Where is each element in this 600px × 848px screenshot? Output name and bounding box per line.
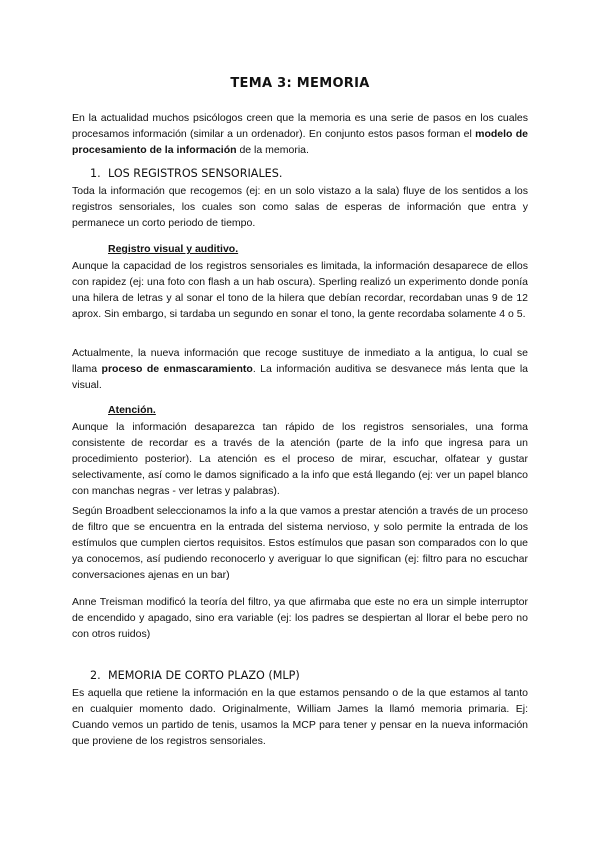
intro-bold-term: modelo de procesamiento de la información [72,128,528,156]
registro-paragraph-2-text: Actualmente, la nueva información que recoge sustituye de inmediato a la antigua, lo cual se llama [72,347,528,375]
enmascaramiento-bold-term: proceso de enmascaramiento [101,363,253,375]
page-title: TEMA 3: MEMORIA [230,76,370,91]
registro-paragraph-2 [72,345,528,393]
section-1-title: LOS REGISTROS SENSORIALES. [108,167,283,180]
section-2-title: MEMORIA DE CORTO PLAZO (MLP) [108,669,300,682]
atencion-paragraph-2: Según Broadbent seleccionamos la info a la que vamos a prestar atención a través de un proceso de filtro que se encuentra en la entrada del sistema nervioso, y solo permite la entrada de los estímulos que cumplen ciertos requisitos. Estos estímulos que pasan son comparados con lo que ya conocemos, así pudiendo reconocerlo y averiguar lo que significan (ej: filtro para no escuchar conversaciones ajenas en un bar) [72,505,528,581]
section-1-heading [90,167,282,180]
section-2-number: 2. [90,669,101,682]
registro-paragraph-2-end: . La información auditiva se desvanece más lenta que la visual. [72,363,528,391]
atencion-paragraph-1: Aunque la información desaparezca tan rápido de los registros sensoriales, una forma consistente de recordar es a través de la atención (parte de la info que ingresa para un procedimiento posterior). La atención es el proceso de mirar, escuchar, olfatear y gustar selectivamente, así como le damos significado a la info que está llegando (ej: ver un papel blanco con manchas negras - ver letras y palabras). [72,421,528,497]
section-1-number: 1. [90,167,101,180]
subsection-atencion-heading: Atención. [108,404,156,416]
intro-text-end: de la memoria. [236,144,309,156]
intro-paragraph [72,110,528,158]
registro-paragraph-1: Aunque la capacidad de los registros sensoriales es limitada, la información desaparece de ellos con rapidez (ej: una foto con flash a un hab oscura). Sperling realizó un experimento donde ponía una hilera de letras y al sonar el tono de la hilera que debían recordar, recordaban unas 9 de 12 aprox. Sin embargo, si tardaba un segundo en sonar el tono, la gente recordaba solamente 4 o 5. [72,260,528,320]
section-1-paragraph: Toda la información que recogemos (ej: en un solo vistazo a la sala) fluye de los sentidos a los registros sensoriales, los cuales son como salas de esperas de información que entra y permanece un corto periodo de tiempo. [72,185,528,229]
subsection-registro-heading: Registro visual y auditivo. [108,243,239,255]
atencion-paragraph-3: Anne Treisman modificó la teoría del filtro, ya que afirmaba que este no era un simple interruptor de encendido y apagado, sino era variable (ej: los padres se despiertan al llorar el bebe pero no con otros ruidos) [72,596,528,640]
section-2-paragraph: Es aquella que retiene la información en la que estamos pensando o de la que estamos al tanto en cualquier momento dado. Originalmente, William James la llamó memoria primaria. Ej: Cuando vemos un partido de tenis, usamos la MCP para tener y pensar en la nueva información que proviene de los registros sensoriales. [72,687,528,747]
section-2-heading [90,669,300,682]
intro-text: En la actualidad muchos psicólogos creen que la memoria es una serie de pasos en los cuales procesamos información (similar a un ordenador). En conjunto estos pasos forman el [72,112,528,140]
